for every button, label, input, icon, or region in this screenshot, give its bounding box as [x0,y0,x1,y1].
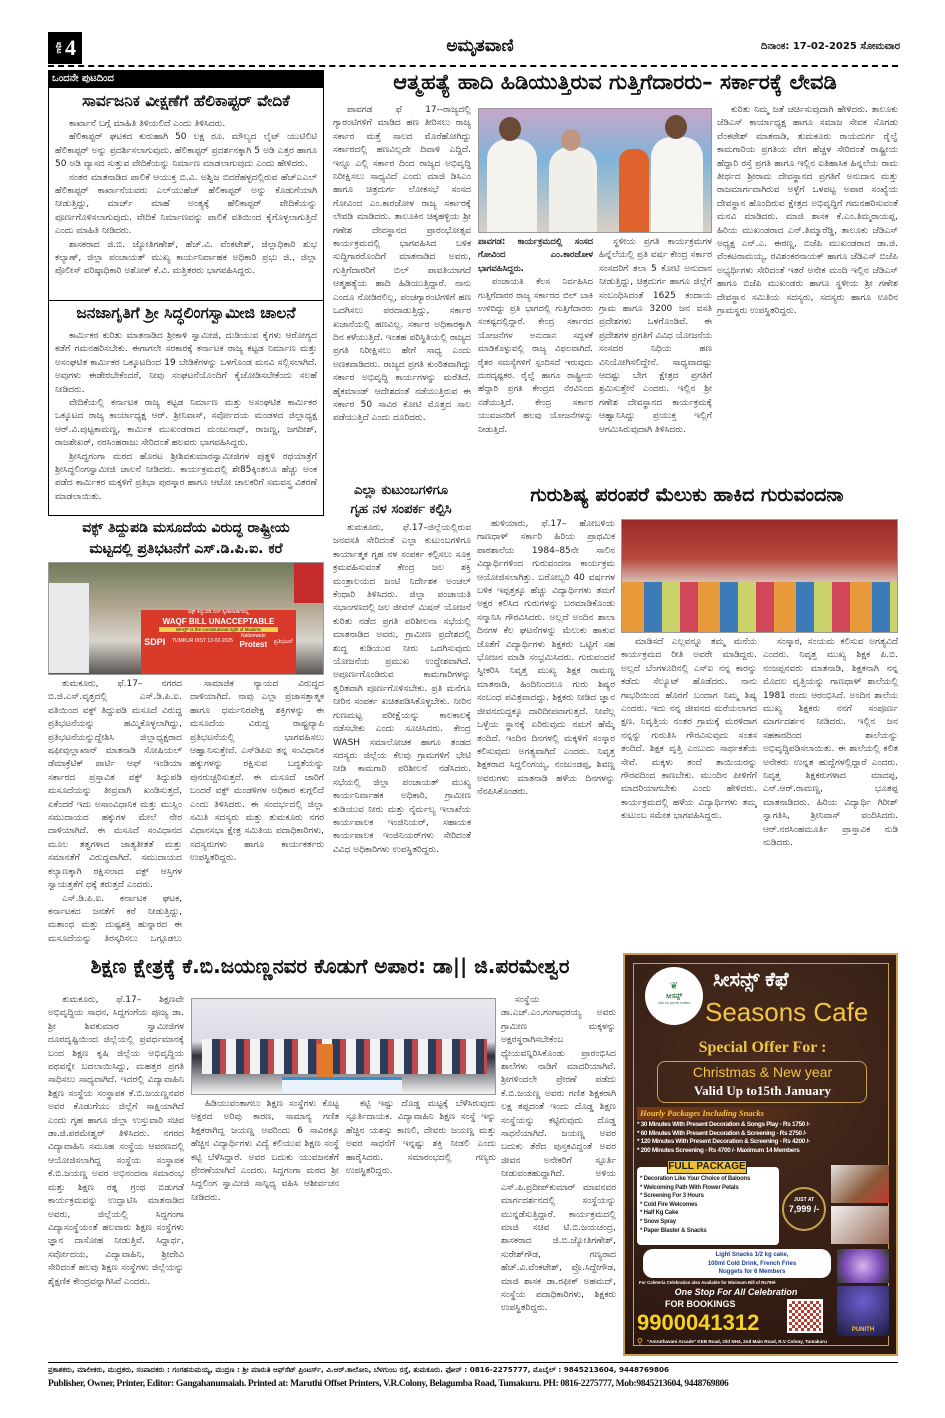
paragraph: ಸ್ಥಳೀಯ ಪ್ರಗತಿ ಕಾರ್ಯಕ್ರಮಗಳ ಹಿನ್ನೆಲೆಯಲ್ಲಿ ಪ್ರತಿ ವರ್ಷ ಕೇಂದ್ರ ಸರ್ಕಾರ ಸಂಸದರಿಗೆ ತಲಾ 5 ಕೋಟಿ ಅನುದಾನ ನೀಡುತ್ತಿದ್ದು, ಚಿತ್ರದುರ್ಗ ಹಾಗೂ ಜಿಲ್ಲೆಗೆ ಸಂಬಂಧಿಸಿದಂತೆ 1625 ಕಂದಾಯ ಗ್ರಾಮ ಹಾಗೂ 3200 ಜನ ವಸತಿ ಪ್ರದೇಶಗಳು ಒಳಗೊಂಡಿವೆ. ಈ ಪ್ರದೇಶಗಳ ಪ್ರಗತಿಗೆ ವಿವಿಧ ಯೋಜನೆಯ ಸಂಸದರ ನಿಧಿಯ ಹಣ ವಿನಿಯೋಗಿಸಲಿದ್ದೇನೆ. ಸಾಧ್ಯವಾದಷ್ಟು ಆದಷ್ಟು ಬೇಗ ಕ್ಷೇತ್ರದ ಪ್ರಗತಿಗೆ ಶ್ರಮಿಸುತ್ತೇನೆ ಎಂದರು. ಇಲ್ಲಿನ ಶ್ರೀ ಗಣೇಶ ದೇವಸ್ಥಾನದ ಕಾರ್ಯಕ್ರಮಕ್ಕೆ ಆಹ್ವಾನಿಸಿದ್ದು ಪ್ರಯುಕ್ತ ಇಲ್ಲಿಗೆ ಆಗಮಿಸಿರುವುದಾಗಿ ತಿಳಿಸಿದರು. [599,237,712,435]
paragraph: ಕಾರ್ಖಾನೆ ಬಗ್ಗೆ ಮಾಹಿತಿ ತಿಳಿಯಲಿದೆ ಎಂದು ತಿಳಿಸಿದರು. [69,119,226,129]
paragraph: ಕುರಿತು ನಿಮ್ಮ ಜತೆ ಚರ್ಚಿಸುವುದಾಗಿ ಹೇಳಿದರು. ತಾಲೂಕು ಜೆಡಿಎಸ್ ಕಾರ್ಯಾಧ್ಯಕ್ಷ ಹಾಗೂ ಸಮಾಜ ಸೇವಕ ಸೊಗಡು ವೆಂಕಟೇಶ್ ಮಾತನಾಡಿ, ತುಮಕೂರು ರಾಯದುರ್ಗ ರೈಲ್ವೆ ಕಾಮಗಾರಿಯ ಪ್ರಗತಿಯ ವೇಗ ಹೆಚ್ಚಳ ಸೇರಿದಂತೆ ರಾಷ್ಟ್ರೀಯ ಹೆದ್ದಾರಿ ರಸ್ತೆ ಪ್ರಗತಿ ಹಾಗೂ ಇಲ್ಲಿನ ಐತಿಹಾಸಿಕ ಹಿನ್ನಲೆಯ ರಾಮ ತೀರ್ಥದ ಶ್ರೀರಾಮ ದೇವಸ್ಥಾನದ ಪ್ರಗತಿಗೆ ಅನುದಾನ ಮತ್ತು ರಾಜಮಾರ್ಗವಾಗಿರುವ ಅಳ್ಳೆಗೆ ಒಳಪಟ್ಟ ಅಪಾರ ಸಂಖ್ಯೆಯ ದೇವಸ್ಥಾನ ಹೊಂದಿರುವ ಕ್ಷೇತ್ರದ ಅಭಿವೃದ್ಧಿಗೆ ಗಮನಹರಿಸುವಂತೆ ಮನವಿ ಮಾಡಿದರು. ಮಾಜಿ ಶಾಸಕ ಕೆ.ಎಂ.ತಿಮ್ಮರಾಯಪ್ಪ, ಹಿರಿಯ ಮುಖಂಡರಾದ ಎನ್.ತಿಮ್ಮಾರೆಡ್ಡಿ, ತಾಲೂಕು ಜೆಡಿಎಸ್ ಅಧ್ಯಕ್ಷ ಎನ್.ಎ. ಈರಣ್ಣ, ಬಿಜೆಪಿ ಮುಖಂಡರಾದ ಡಾ.ಜಿ. ವೆಂಕಟರಾಮಯ್ಯ, ರವಿಶಂಕರನಾಯಕ್ ಹಾಗೂ ಜೆಡಿಎಸ್ ಬಿಜೆಪಿ ಅಭ್ಯರ್ಥಿಗಳು ಸೇರಿದಂತೆ ಇತರೆ ಅನೇಕ ಮಂದಿ ಇಲ್ಲಿನ ಜೆಡಿಎಸ್ ಹಾಗೂ ಬಿಜೆಪಿ ಮುಖಂಡರು ಹಾಗೂ ಸ್ಥಳೀಯ ಶ್ರೀ ಗಣೇಶ ದೇವಸ್ಥಾನ ಸಮಿತಿಯ ಸದಸ್ಯರು, ಸದಸ್ಯರು ಹಾಗೂ ಊರಿನ ಗ್ರಾಮಸ್ಥರು ಉಪಸ್ಥಿತರಿದ್ದರು. [717,105,898,317]
full-package-item: * Welcoming Path With Flower Petals [640,1184,739,1191]
paragraph: ಮಾಡಿಸದೆ ಎಲ್ಲವನ್ನೂ ತಮ್ಮ ಮನೆಯ ಕಾರ್ಯಕ್ರಮದ ರೀತಿ ಅವರೇ ಮಾಡಿದ್ದರು. ಅಲ್ಲದೆ ಬೆಂಗಳೂರಿನಲ್ಲಿ ಎಸ್‌ಐ ನನ್ನ ಕಾರನ್ನು ಕಡೆದು ಸೆಲ್ಯೂಟ್ ಹೊಡೆದರು. ನಾನು ಗಾಭರಿಯಿಂದ ಹೊರಗೆ ಬಂದಾಗ ನಿಮ್ಮ ಶಿಷ್ಯ ಎಂದರು. ಇದು ನನ್ನ ಜೀವನದ ಮರೆಯಲಾಗದ ಕ್ಷಣ. ನಿವೃತ್ತಿಯ ನಂತರ ಗ್ರಾಮಕ್ಕೆ ಮರಳಿದಾಗ ನನ್ನನ್ನು ಗುರುತಿಸಿ ಗೌರವಿಸುವುದು ಸಂತಸ ತಂದಿದೆ. ಶಿಕ್ಷಕ ವೃತ್ತಿ ಎಂಬುದು ಸಾರ್ಥಕತೆಯ ಸೇವೆ. ಮಕ್ಕಳು ತಂದೆ ತಾಯಿಯರನ್ನು ಗೌರವದಿಂದ ಕಾಣಬೇಕು. ಮುಂದಿನ ಪೀಳಿಗೆಗೆ ಮಾದರಿಯಾಗಬೇಕು ಎಂದು ಹೇಳಿದರು. ಕಾರ್ಯಕ್ರಮದಲ್ಲಿ ಹಳೆಯ ವಿದ್ಯಾರ್ಥಿಗಳು ತಮ್ಮ ಕುಟುಂಬ ಸಮೇತ ಭಾಗವಹಿಸಿದ್ದರು. [621,637,757,822]
education-col2 [191,1098,339,1356]
waqf-col2 [190,678,324,946]
divider [48,300,324,301]
paragraph: ಹಿಡಿಯುವಂತಾಗಲು ಶಿಕ್ಷಣ ಸಂಸ್ಥೆಗಳು ಕೊಟ್ಟ ಅಕ್ಷರದ ಅರಿವು ಕಾರಣ, ಸಾಮಾನ್ಯ ಗಣಿತ ಶಿಕ್ಷಕರಾಗಿದ್ದ ಜಯಣ್ಣ ಅವರಿಂದು 6 ಸಾವಿರಕ್ಕೂ ಹೆಚ್ಚಿನ ವಿದ್ಯಾರ್ಥಿಗಳು ವಿದ್ಯೆ ಕಲಿಯುವ ಶಿಕ್ಷಣ ಸಂಸ್ಥೆ ಕಟ್ಟಿ ಬೆಳೆಸಿದ್ದಾರೆ. ಅವರ ಬದುಕು ಯುವಜನತೆಗೆ ಪ್ರೇರಣೆಯಾಗಿದೆ ಎಂದರು. ಸಿದ್ದಗಂಗಾ ಮಠದ ಶ್ರೀ ಸಿದ್ದಲಿಂಗ ಸ್ವಾಮೀಜಿ ಸಾನ್ನಿಧ್ಯ ವಹಿಸಿ ಆಶೀರ್ವಚನ ನೀಡಿದರು. [191,1099,339,1203]
water-headline-line1: ಎಲ್ಲಾ ಕುಟುಂಬಗಳಿಗೂ [353,483,449,498]
validity-text: Valid Up to15th January [693,1083,832,1098]
logo-text: ಸೀಸನ್ಸ್ [665,992,683,1000]
tree-icon: ❦ [669,981,679,992]
education-event-photo [191,998,496,1095]
paragraph: ತುಮಕೂರು, ಫೆ.17–ಜಿಲ್ಲೆಯಲ್ಲಿರುವ ಜನವಸತಿ ಸೇರಿದಂತೆ ಎಲ್ಲಾ ಕುಟುಂಬಗಳಿಗೂ ಕಾರ್ಯಾತ್ಮಕ ಗೃಹ ನಳ ಸಂಪರ್ಕ ಕಲ್ಪಿಸಲು ಸೂಕ್ತ ಕ್ರಮವಹಿಸುವಂತೆ ಕೇಂದ್ರ ಜಲ ಶಕ್ತಿ ಮಂತ್ರಾಲಯದ ಜಂಟಿ ನಿರ್ದೇಶಕ ಅಂಚಲ್ ಕೆಂಧಾರಿ ತಿಳಿಸಿದರು. ಜಿಲ್ಲಾ ಪಂಚಾಯತಿ ಸಭಾಂಗಣದಲ್ಲಿ ಜಲ ಜೀವನ್ ಮಿಷನ್ ಯೋಜನೆ ಕುರಿತು ನಡೆದ ಪ್ರಗತಿ ಪರಿಶೀಲನಾ ಸಭೆಯಲ್ಲಿ ಮಾತನಾಡಿದ ಅವರು, ಗ್ರಾಮೀಣ ಪ್ರದೇಶದಲ್ಲಿ ಶುದ್ಧ ಕುಡಿಯುವ ನೀರು ಒದಗಿಸುವುದು ಯೋಜನೆಯ ಪ್ರಮುಖ ಉದ್ದೇಶವಾಗಿದೆ. ಅಪೂರ್ಣಗೊಂಡಿರುವ ಕಾಮಗಾರಿಗಳನ್ನು ತ್ವರಿತವಾಗಿ ಪೂರ್ಣಗೊಳಿಸಬೇಕು. ಪ್ರತಿ ಮನೆಗೂ ನೀರಿನ ಸಂಪರ್ಕ ಖಚಿತಪಡಿಸಿಕೊಳ್ಳಬೇಕು. ನೀರಿನ ಗುಣಮಟ್ಟ ಪರೀಕ್ಷೆಯನ್ನು ಕಾಲಕಾಲಕ್ಕೆ ನಡೆಸಬೇಕು ಎಂದು ಸೂಚಿಸಿದರು. ಕೇಂದ್ರ WASH ಸಮಾಲೋಚಕ ಹಾಗೂ ತಂಡದ ಸದಸ್ಯರು ಜಿಲ್ಲೆಯ ಕೆಲವು ಗ್ರಾಮಗಳಿಗೆ ಭೇಟಿ ನೀಡಿ ಕಾಮಗಾರಿ ಪರಿಶೀಲನೆ ನಡೆಸಿದರು. ಸಭೆಯಲ್ಲಿ ಜಿಲ್ಲಾ ಪಂಚಾಯತ್ ಮುಖ್ಯ ಕಾರ್ಯನಿರ್ವಾಹಕ ಅಧಿಕಾರಿ, ಗ್ರಾಮೀಣ ಕುಡಿಯುವ ನೀರು ಮತ್ತು ನೈರ್ಮಲ್ಯ ಇಲಾಖೆಯ ಕಾರ್ಯಪಾಲಕ ಇಂಜಿನಿಯರ್, ಸಹಾಯಕ ಕಾರ್ಯಪಾಲಕ ಇಂಜಿನಿಯರ್‌ಗಳು ಸೇರಿದಂತೆ ವಿವಿಧ ಅಧಿಕಾರಿಗಳು ಉಪಸ್ಥಿತರಿದ್ದರು. [333,523,471,855]
full-package-item: * Half Kg Cake [640,1210,679,1217]
paragraph: ಹೆಲಿಕಾಪ್ಟರ್ ಘಟಕದ ಕುರುಹಾಗಿ 50 ಲಕ್ಷ ರೂ. ಮೌಲ್ಯದ ಲೈಟ್ ಯುಟಿಲಿಟಿ ಹೆಲಿಕಾಪ್ಟರ್ ಅನ್ನು ಪ್ರದರ್ಶಿಸಲಾಗುವುದು. ಹೆಲಿಕಾಪ್ಟರ್ ಪ್ರದರ್ಶನಕ್ಕಾಗಿ 5 ಅಡಿ ಎತ್ತರ ಹಾಗೂ 50 ಅಡಿ ವ್ಯಾಸದ ಸುತ್ತುವ ವೇದಿಕೆಯನ್ನು ನಿರ್ಮಾಣ ಮಾಡಲಾಗುವುದು ಎಂದು ಹೇಳಿದರು. [55,132,317,170]
banner-protest: Protest [239,640,268,650]
guru-col2 [621,636,757,946]
contractors-headline: ಆತ್ಮಹತ್ಯೆ ಹಾದಿ ಹಿಡಿಯುತ್ತಿರುವ ಗುತ್ತಿಗೆದಾರರು– ಸರ್ಕಾರಕ್ಕೆ ಲೇವಡಿ [393,70,837,94]
cafe-logo [645,967,703,1025]
guru-headline: ಗುರುಶಿಷ್ಯ ಪರಂಪರೆ ಮೆಲುಕು ಹಾಕಿದ ಗುರುವಂದನಾ [530,484,844,506]
page-label: ಪುಟ [55,42,64,54]
hourly-package-list [637,1121,889,1155]
paragraph: ಸಂಸ್ಥೆಯ ಡಾ.ಎಚ್.ಎಂ.ಗಂಗಾಧರಯ್ಯ ಅವರು ಗ್ರಾಮೀಣ ಮಕ್ಕಳನ್ನು ಅಕ್ಷರಸ್ಥರಾಗಿಸಬೇಕೆಂಬ ಧ್ಯೇಯವನ್ನಿರಿಸಿಕೊಂಡು ಪ್ರಾರಂಭಿಸಿದ ಶಾಲೆಗಳು ನಾಡಿಗೆ ಮಾದರಿಯಾಗಿವೆ. ಶ್ರೀಗಳಿಂದಲೇ ಪ್ರೇರಣೆ ಪಡೆದು ಕೆ.ಬಿ.ಜಯಣ್ಣ ಅವರು ಗಣಿತ ಶಿಕ್ಷಕರಾಗಿ ಲಕ್ಷ ತಪ್ಪದಂತೆ ಇಂದು ದೊಡ್ಡ ಶಿಕ್ಷಣ ಸಂಸ್ಥೆಯನ್ನು ಕಟ್ಟಿರುವುದು ದೊಡ್ಡ ಸಾಧನೆಯಾಗಿದೆ. ಜಯಣ್ಣ ಅವರ ಬದುಕು ತೆರೆದ ಪುಸ್ತಕವಿದ್ದಂತೆ ಅವರ ಜೀವನ ಅನೇಕರಿಗೆ ಸ್ಫೂರ್ತಿ ನೀಡುವಂತಹುದ್ದಾಗಿದೆ. ಅಳಿಯ ಎಸ್.ಪಿ.ಪ್ರದೀಪ್‌ಕುಮಾರ್ ಮಾವನವರ ಮಾರ್ಗದರ್ಶನದಲ್ಲಿ ಸಂಸ್ಥೆಯನ್ನು ಮುನ್ನಡೆಸುತ್ತಿದ್ದಾರೆ. ಕಾರ್ಯಕ್ರಮದಲ್ಲಿ ಮಾಜಿ ಸಚಿವ ಟಿ.ಬಿ.ಜಯಚಂದ್ರ, ಶಾಸಕರಾದ ಜಿ.ಬಿ.ಜ್ಯೋತಿಗಣೇಶ್, ಸುರೇಶ್‌ಗೌಡ, ಗಣ್ಯರಾದ ಹೆಚ್.ವಿ.ವೆಂಕಟೇಶ್, ಪ್ರೊ.ಸಿದ್ದೇಗೌಡ, ಮಾಜಿ ಶಾಸಕ ಡಾ.ರಫೀಕ್ ಅಹಮದ್, ಸಂಸ್ಥೆಯ ಪದಾಧಿಕಾರಿಗಳು, ಶಿಕ್ಷಕರು ಉಪಸ್ಥಿತರಿದ್ದರು. [501,995,616,1314]
water-headline-line2: ಗೃಹ ನಳ ಸಂಪರ್ಕ ಕಲ್ಪಿಸಿ [350,502,452,517]
venue-photo-3 [837,1249,889,1283]
paragraph: ಪಂಚಾಯತಿ ಕೆಲಸ ನಿರ್ವಹಿಸಿದ ಗುತ್ತಿಗೆದಾರರ ರಾಜ್ಯ ಸರ್ಕಾರದ ಬಿಲ್ ಬಾಕಿ ಉಳಿದಿದ್ದು ಪ್ರತಿ ಭಾಗದಲ್ಲಿ ಗುತ್ತಿಗೆದಾರರು ಸಂಕಷ್ಟದಲ್ಲಿದ್ದಾರೆ. ಕೇಂದ್ರ ಸರ್ಕಾರದ ಯೋಜನೆಗಳ ಅನುದಾನ ಸದ್ಬಳಕೆ ಮಾಡಿಕೊಳ್ಳುವಲ್ಲಿ ರಾಜ್ಯ ವಿಫಲವಾಗಿದೆ. ರೈತರ ಸಮಸ್ಯೆಗಳಿಗೆ ಸ್ಪಂದಿಸದೆ ಇರುವುದು ದುರದೃಷ್ಟಕರ. ರೈಲ್ವೆ ಹಾಗೂ ರಾಷ್ಟ್ರೀಯ ಹೆದ್ದಾರಿ ಪ್ರಗತಿ ಕೇಂದ್ರದ ನೆರವಿನಿಂದ ನಡೆಯುತ್ತಿದೆ. ಕೇಂದ್ರ ಸರ್ಕಾರ ಯುವಜನರಿಗೆ ಹಲವು ಯೋಜನೆಗಳನ್ನು ನೀಡುತ್ತಿದೆ. [478,277,593,435]
snacks-line: Nuggets for 6 Members [718,1269,786,1275]
paragraph: ವೇದಿಕೆಯಲ್ಲಿ ಕರ್ನಾಟಕ ರಾಜ್ಯ ಕಟ್ಟಡ ನಿರ್ಮಾಣ ಮತ್ತು ಅಸಂಘಟಿತ ಕಾರ್ಮಿಕರ ಒಕ್ಕೂಟದ ರಾಜ್ಯ ಕಾರ್ಯಾಧ್ಯಕ್ಷ ಆರ್. ಶ್ರೀನಿವಾಸ್, ಸರ್ವೋದಯ ಮಂಡಳದ ಜಿಲ್ಲಾಧ್ಯಕ್ಷ ಆರ್.ವಿ.ಪುಟ್ಟಕಾಮಣ್ಣ, ಕಾರ್ಮಿಕ ಮುಖಂಡರಾದ ಮಂಜುನಾಥ್, ರಾಜಣ್ಣ, ಜಗದೀಶ್, ರಾಜಶೇಖರ್, ನರಸಿಂಹರಾಜು ಸೇರಿದಂತೆ ಹಲವರು ಭಾಗವಹಿಸಿದ್ದರು. [55,398,317,449]
paragraph: ಕಟ್ಟಿ ಇಷ್ಟು ದೊಡ್ಡ ಮಟ್ಟಕ್ಕೆ ಬೆಳೆಸಿರುವುದು ಸ್ಫೂರ್ತಿದಾಯಕ. ವಿದ್ಯಾವಾಹಿನಿ ಶಿಕ್ಷಣ ಸಂಸ್ಥೆ ಇನ್ನು ಹೆಚ್ಚಿನ ಯಶಸ್ಸು ಕಾಣಲಿ, ದೇವರು ಜಯಣ್ಣ ಮತ್ತು ಅವರ ಸಾಧನೆಗೆ ಇನ್ನಷ್ಟು ಶಕ್ತಿ ನೀಡಲಿ ಎಂದು ಹಾರೈಸಿದರು. ಸಮಾರಂಭದಲ್ಲಿ ಗಣ್ಯರು ಉಪಸ್ಥಿತರಿದ್ದರು. [346,1099,496,1177]
paper-name: ಅಮೃತವಾಣಿ [446,36,514,56]
footer-kannada: ಪ್ರಕಾಶಕರು, ಮಾಲೀಕರು, ಮುದ್ರಕರು, ಸಂಪಾದಕರು : ಗಂಗಹನುಮಯ್ಯ, ಮುದ್ರಣ : ಶ್ರೀ ಮಾರುತಿ ಆಫ್‌ಸೆಟ್ ಪ್ರಿಂಟರ್ಸ್, ವಿ.ಆರ್.ಕಾಲೋನಿ, ಬೆಳಗುಂಬ ರಸ್ತೆ, ತುಮಕೂರು. ಫೋನ್ : 0816-2275777, ಮೊಬೈಲ್ : 9845213604, 9448769806 [48,1365,670,1374]
full-package-box [637,1161,779,1245]
seasons-cafe-advertisement [623,953,898,1356]
booking-phone[interactable]: 9900041312 [637,1310,760,1335]
logo-tagline: Join us you're invited [657,1000,691,1005]
package-price: 7,999 /- [788,1203,820,1214]
water-body [333,522,471,946]
photo-caption: ಪಾವಗಡ: ಕಾರ್ಯಕ್ರಮದಲ್ಲಿ ಸಂಸದ ಗೋವಿಂದ ಎಂ.ಕಾರಜೋಳ ಭಾಗವಹಿಸಿದ್ದರು. [478,237,593,274]
location-pin-icon: ⚲ [637,1337,643,1346]
paragraph: ಸಾಮಾಜಿಕ ನ್ಯಾಯದ ವಿರುದ್ಧದ ದಾಳಿಯಾಗಿದೆ. ನಾವು ಎಲ್ಲಾ ಪ್ರಜಾಸತ್ತಾತ್ಮಕ ಹಾಗೂ ಧರ್ಮನಿರಪೇಕ್ಷ ಶಕ್ತಿಗಳನ್ನು ಈ ಮಸೂದೆಯ ವಿರುದ್ಧ ರಾಷ್ಟ್ರವ್ಯಾಪಿ ಪ್ರತಿಭಟನೆಯಲ್ಲಿ ಭಾಗವಹಿಸಲು ಆಹ್ವಾನಿಸುತ್ತೇವೆ. ಎಸ್‌ಡಿಪಿಐ ತನ್ನ ಸಂವಿಧಾನಿಕ ಹಕ್ಕುಗಳನ್ನು ರಕ್ಷಿಸುವ ಬದ್ಧತೆಯನ್ನು ಪುನರುಚ್ಚರಿಸುತ್ತದೆ. ಈ ಮಸೂದೆ ಜಾರಿಗೆ ಬಂದರೆ ವಕ್ಫ್ ಮಂಡಳಿಗಳ ಅಧಿಕಾರ ಕುಗ್ಗಲಿದೆ ಎಂದು ತಿಳಿಸಿದರು. ಈ ಸಂದರ್ಭದಲ್ಲಿ ಜಿಲ್ಲಾ ಸಮಿತಿ ಸದಸ್ಯರು ಮತ್ತು ತುಮಕೂರು ನಗರ ವಿಧಾನಸಭಾ ಕ್ಷೇತ್ರ ಸಮಿತಿಯ ಪದಾಧಿಕಾರಿಗಳು, ಸದಸ್ಯರುಗಳು ಹಾಗೂ ಕಾರ್ಯಕರ್ತರು ಉಪಸ್ಥಿತರಿದ್ದರು. [190,679,324,864]
punith-label: PUNITH [851,1327,875,1333]
snacks-line: 100ml Cold Drink, French Fries [707,1260,797,1267]
banner-party: SDPI [144,636,166,647]
continued-label: ಒಂದನೇ ಪುಟದಿಂದ [48,70,324,88]
waqf-headline-line2: ಮಟ್ಟದಲ್ಲಿ ಪ್ರತಿಭಟನೆಗೆ ಎಸ್.ಡಿ.ಪಿ.ಐ. ಕರೆ [89,541,283,557]
banner-nationwide: Nationwide [240,633,266,640]
page-number-box [48,32,82,64]
paragraph: ಕಾರ್ಮಿಕರ ಕುರಿತು ಮಾತನಾಡಿದ ಶ್ರೀಕಾಳಿ ಸ್ವಾಮೀಜಿ, ದುಡಿಯುವ ಕೈಗಳು ಆರೋಗ್ಯದ ಕಡೆಗೆ ಗಮನಹರಿಸಬೇಕು. ಈಗಾಗಲೇ ಸರಕಾರಕ್ಕೆ ಕರ್ನಾಟಕ ರಾಜ್ಯ ಕಟ್ಟಡ ನಿರ್ಮಾಣ ಮತ್ತು ಅಸಂಘಟಿತ ಕಾರ್ಮಿಕರ ಒಕ್ಕೂಟದಿಂದ 19 ಬೇಡಿಕೆಗಳನ್ನು ಒಳಗೊಂಡ ಮನವಿ ಸಲ್ಲಿಸಲಾಗಿದೆ. ಅವುಗಳು ಈಡೇರಬೇಕೆಂದರೆ, ನೀವು ಸಂಘಟನೆಯೊಂದಿಗೆ ಕೈಜೋಡಿಸಬೇಕೆಂದು ಸಲಹೆ ನೀಡಿದರು. [55,331,317,395]
contractors-col1 [333,104,471,480]
just-at-label: JUST AT [793,1197,815,1203]
full-package-title: FULL PACKAGE [668,1161,746,1172]
hourly-item: * 120 Minutes With Present Decoration & Screening - Rs 4200 /- [637,1138,810,1146]
helicopter-headline: ಸಾರ್ವಜನಿಕ ವೀಕ್ಷಣೆಗೆ ಹೆಲಿಕಾಪ್ಟರ್ ವೇದಿಕೆ [82,92,290,110]
footer-english: Publisher, Owner, Printer, Editor: Gangahanumaiah. Printed at: Maruthi Offset Printers, V.R.Colony, Belagumba Road, Tumakuru. PH: 0816-2275777, Mob:9845213604, 9448769806 [48,1379,729,1389]
waqf-col1 [48,678,182,946]
contractors-col4 [717,104,898,480]
banner-protest-kn: ಪ್ರತಿಭಟನೆ [273,638,293,645]
venue-photo-2 [831,1206,889,1244]
paragraph: ಪಾವಗಡ ಫೆ 17--ರಾಜ್ಯದಲ್ಲಿ ಗ್ಯಾರಂಟಿಗಳಿಗೆ ಮಾಡಿದ ಹಣ ತೀರಿಸಲು ರಾಜ್ಯ ಸರ್ಕಾರ ಮತ್ತೆ ಸಾಲದ ಮೊರೆಹೋಗಿದ್ದು ಸರ್ಕಾರದಲ್ಲಿ ಹಣವಿಲ್ಲದೇ ದಿವಾಳಿ ಎದ್ದಿದೆ. ಇನ್ನೂ ಎಲ್ಲಿ ಸರ್ಕಾರ ದಿಂದ ರಾಜ್ಯದ ಅಭಿವೃದ್ಧಿ ನಿರೀಕ್ಷಿಸಲು ಸಾಧ್ಯವಿದೆ ಎಂದು ಮಾಜಿ ಡಿಸಿಎಂ ಹಾಗೂ ಚಿತ್ರದುರ್ಗ ಲೋಕಸಭೆ ಸಂಸದ ಗೋವಿಂದ ಎಂ.ಕಾರಜೋಳ ರಾಜ್ಯ ಸರ್ಕಾರಕ್ಕೆ ಲೇವಡಿ ಮಾಡಿದರು. ತಾಲೂಕಿನ ಚಿಕ್ಕಹಳ್ಳಿಯ ಶ್ರೀ ಗಣೇಶ ದೇವಸ್ಥಾನದ ಪ್ರಾರಂಭೋತ್ಸವ ಕಾರ್ಯಕ್ರಮದಲ್ಲಿ ಭಾಗವಹಿಸಿದ ಬಳಿಕ ಸುದ್ದಿಗಾರರೊಂದಿಗೆ ಮಾತನಾಡಿದ ಅವರು, ಗುತ್ತಿಗೆದಾರರಿಗೆ ಬಿಲ್ ಪಾವತಿಯಾಗದೆ ಆತ್ಮಹತ್ಯೆಯ ಹಾದಿ ಹಿಡಿಯುತ್ತಿದ್ದಾರೆ. ನಾನು ಎಂದೂ ನೋಡಿರಲಿಲ್ಲ, ಪಂಚಗ್ಯಾರಂಟಿಗಳಿಗೆ ಹಣ ಒದಗಿಸಲು ಪರದಾಡುತ್ತಿದ್ದು, ಸರ್ಕಾರ ಖಜಾನೆಯಲ್ಲಿ ಹಣವಿಲ್ಲ. ಸರ್ಕಾರ ಅಧಿಕಾರಕ್ಕಾಗಿ ದಿನ ಕಳೆಯುತ್ತಿದೆ. ಇಂತಹ ಪರಿಸ್ಥಿತಿಯಲ್ಲಿ ರಾಜ್ಯದ ಪ್ರಗತಿ ನಿರೀಕ್ಷಿಸಲು ಹೇಗೆ ಸಾಧ್ಯ ಎಂದು ಅಣಕವಾಡಿದರು. ರಾಜ್ಯದ ಪ್ರಗತಿ ಕುಂಠಿತವಾಗಿದ್ದು ಸರ್ಕಾರ ಅಭಿವೃದ್ಧಿ ಕಾರ್ಯಗಳನ್ನು ಮರೆತಿದೆ. ಹೈಕಮಾಂಡ್ ಆದೇಶದಂತೆ ನಡೆಯುತ್ತಿರುವ ಈ ಸರ್ಕಾರ 50 ಸಾವಿರ ಕೋಟಿ ಮೊತ್ತದ ಸಾಲ ಪಡೆಯುತ್ತಿದೆ ಎಂದು ದೂರಿದರು. [333,105,471,424]
paragraph: ಸಂಸ್ಕಾರ, ಸಂಯಮ ಕಲಿಸುವ ಅಗತ್ಯವಿದೆ ಎಂದರು. ನಿವೃತ್ತ ಮುಖ್ಯ ಶಿಕ್ಷಕ ಪಿ.ಬಿ. ನಂಜಪ್ಪನವರು ಮಾತನಾಡಿ, ಶಿಕ್ಷಕನಾಗಿ ನನ್ನ ಮೊದಲ ವೃತ್ತಿಯನ್ನು ಗಾಣಧಾಳ್ ಶಾಲೆಯಲ್ಲಿ 1981 ರಂದು ಆರಂಭಿಸಿದೆ. ಅಂದಿನ ಶಾಲೆಯ ಮುಖ್ಯ ಶಿಕ್ಷಕರು ನನಗೆ ಸಂಪೂರ್ಣ ಮಾರ್ಗದರ್ಶನ ನೀಡಿದರು. ಇಲ್ಲಿನ ಜನ ಸಹಕಾರದಿಂದ ಶಾಲೆಯನ್ನು ಅಭಿವೃದ್ಧಿಪಡಿಸಲಾಯಿತು. ಈ ಶಾಲೆಯಲ್ಲಿ ಕಲಿತ ಅನೇಕರು ಉನ್ನತ ಹುದ್ದೆಗಳಲ್ಲಿದ್ದಾರೆ ಎಂದರು. ನಿವೃತ್ತ ಶಿಕ್ಷಕರುಗಳಾದ ಮಾದಪ್ಪ, ಎನ್.ಆರ್.ರಾಮಣ್ಣ, ಭೂತಪ್ಪ ಮಾತನಾಡಿದರು. ಹಿರಿಯ ವಿದ್ಯಾರ್ಥಿ ಗಿರೀಶ್ ಸ್ವಾಗತಿಸಿ, ಶ್ರೀನಿವಾಸ್ ವಂದಿಸಿದರು. ಆರ್.ನರಸಿಂಹಮೂರ್ತಿ ಪ್ರಾಸ್ತಾವಿಕ ನುಡಿ ನುಡಿದರು. [763,637,898,849]
banner-district: TUMKUR DIST [171,638,206,645]
occasion-text: Christmas & New year [692,1064,833,1080]
cafe-name-kannada: ಸೀಸನ್ಸ್ ಕೆಫೆ [713,969,789,991]
paragraph: ಶ್ರೀಸಿದ್ಧಗಂಗಾ ಮಠದ ಹೊರಟ ಶ್ರೀಶಿವಕುಮಾರಸ್ವಾಮೀಜಿಗಳ ಪುತ್ಥಳಿ ರಥಯಾತ್ರೆಗೆ ಶ್ರೀಸಿದ್ಧಲಿಂಗಸ್ವಾಮೀಜಿ ಚಾಲನೆ ನೀಡಿದರು. ಕಾರ್ಯಕ್ರಮದಲ್ಲಿ ಶೇ85ಕ್ಕಿಂತಲೂ ಹೆಚ್ಚು ಅಂಕ ಪಡೆದ ಕಾರ್ಮಿಕರ ಮಕ್ಕಳಿಗೆ ಪ್ರತಿಭಾ ಪುರಸ್ಕಾರ ಹಾಗೂ ಆಟೋ ಚಾಲಕರಿಗೆ ಸಮವಸ್ತ್ರ ವಿತರಣೆ ಮಾಡಲಾಯಿತು. [55,451,317,502]
masthead-divider [48,65,898,67]
snacks-box [643,1249,831,1278]
offer-title: Special Offer For : [698,1039,827,1056]
banner-date: 13-02-2025 [207,638,233,645]
full-package-item: * Screening For 3 Hours [640,1193,704,1200]
ad-tagline: One Stop For All Celebration [674,1287,798,1297]
contractors-col3 [599,236,712,480]
full-package-item: * Decoration Like Your Choice of Baloons [640,1176,751,1182]
date-line: ದಿನಾಂಕ: 17-02-2025 ಸೋಮವಾರ [760,41,900,52]
page-number: 4 [65,35,76,60]
price-badge [782,1187,826,1231]
paragraph: ತುಮಕೂರು, ಫೆ.17– ನಗರದ ಬಿ.ಜಿ.ಎಸ್.ವೃತ್ತದಲ್ಲಿ ಎಸ್.ಡಿ.ಪಿ.ಐ. ವತಿಯಿಂದ ವಕ್ಫ್ ತಿದ್ದುಪಡಿ ಮಸೂದೆ ವಿರುದ್ಧ ಪ್ರತಿಭಟನೆಯನ್ನು ಹಮ್ಮಿಕೊಳ್ಳಲಾಗಿದ್ದು, ಪ್ರತಿಭಟನೆಯನ್ನುದ್ದೇಶಿಸಿ ಜಿಲ್ಲಾಧ್ಯಕ್ಷರಾದ ಷಫೀವುಲ್ಲಾಖಾನ್ ಮಾತನಾಡಿ ಸೋಷಿಯಲ್ ಡೆಮಾಕ್ರೆಟಿಕ್ ಪಾರ್ಟಿ ಆಫ್ ಇಂಡಿಯಾ ಸರ್ಕಾರದ ಪ್ರಸ್ತಾವಿತ ವಕ್ಫ್ ತಿದ್ದುಪಡಿ ಮಸೂದೆಯನ್ನು ತೀವ್ರವಾಗಿ ಖಂಡಿಸುತ್ತದೆ, ಏಕೆಂದರೆ ಇದು ಅಸಾಂವಿಧಾನಿಕ ಮತ್ತು ಮುಸ್ಲಿಂ ಸಮುದಾಯದ ಹಕ್ಕುಗಳ ಮೇಲೆ ನೇರ ದಾಳಿಯಾಗಿದೆ. ಈ ಮಸೂದೆ ಸಂವಿಧಾನದ ಮೂಲ ತತ್ವಗಳಾದ ಜಾತ್ಯತೀತತೆ ಮತ್ತು ಸಮಾನತೆಗೆ ವಿರುದ್ಧವಾಗಿದೆ. ಸಮುದಾಯದ ಕಲ್ಯಾಣಕ್ಕಾಗಿ ರಕ್ಷಿಸಲಾದ ವಕ್ಫ್ ಆಸ್ತಿಗಳ ಸ್ವಾಯತ್ತತೆಗೆ ಧಕ್ಕೆ ತರುತ್ತದೆ ಎಂದರು. [48,679,182,891]
education-col4 [501,994,616,1356]
cafe-address: "Amruthavani Arcade" KEB Road, Old NH4, 2nd Main Road, R.V Colony, Tumakuru [647,1339,827,1344]
education-col1 [48,994,184,1356]
guru-group-photo [621,519,898,633]
waqf-headline-line1: ವಕ್ಫ್ ತಿದ್ದುಪಡಿ ಮಸೂದೆಯ ವಿರುದ್ಧ ರಾಷ್ಟ್ರೀಯ [82,520,290,536]
footer-divider [48,1362,898,1363]
janajagruthi-headline: ಜನಜಾಗೃತಿಗೆ ಶ್ರೀ ಸಿದ್ಧಲಿಂಗಸ್ವಾಮೀಜಿ ಚಾಲನೆ [76,304,296,322]
waqf-protest-photo [48,562,324,675]
hourly-item: * 200 Minutes Screening - Rs 4700 /- Maximum 14 Members [637,1146,800,1154]
full-package-item: * Snow Spray [640,1218,676,1225]
paragraph: ನಂತರ ಮಾತನಾಡಿದ ಪಾಲಿಕೆ ಆಯುಕ್ತ ಬಿ.ವಿ. ಅಶ್ವಿಜ ಬಿದರೆಹಳ್ಳದಲ್ಲಿರುವ ಹೆಚ್‌ಎಎಲ್ ಹೆಲಿಕಾಪ್ಟರ್ ಕಾರ್ಖಾನೆಯವರು ಎಲ್‌ಯುಹೆಚ್ ಹೆಲಿಕಾಪ್ಟರ್ ಅನ್ನು ಕೊಡುಗೆಯಾಗಿ ನೀಡುತ್ತಿದ್ದು, ಮಾರ್ಚ್ ಮಾಹೆ ಅಂತ್ಯಕ್ಕೆ ಹೆಲಿಕಾಪ್ಟರ್ ವೇದಿಕೆಯನ್ನು ಪೂರ್ಣಗೊಳಿಸಲಾಗುವುದು. ವೇದಿಕೆ ನಿರ್ಮಾಣವನ್ನು ಪಾಲಿಕೆ ವತಿಯಿಂದ ಕೈಗೊಳ್ಳಲಾಗುತ್ತಿದೆ ಎಂದು ಮಾಹಿತಿ ನೀಡಿದರು. [55,172,317,237]
banner-kannada: ವಕ್ಫ್ ತಿದ್ದುಪಡಿ ಬಿಲ್ ಸ್ವೀಕಾರಾರ್ಹವಲ್ಲ [188,610,249,615]
guru-col1 [477,518,615,946]
paragraph: ಹುಳಿಯಾರು, ಫೆ.17– ಹೋಬಳಿಯ ಗಾಣಧಾಳ್ ಸರ್ಕಾರಿ ಹಿರಿಯ ಪ್ರಾಥಮಿಕ ಪಾಠಶಾಲೆಯ 1984–85ನೇ ಸಾಲಿನ ವಿದ್ಯಾರ್ಥಿಗಳಿಂದ ಗುರುವಂದನಾ ಕಾರ್ಯಕ್ರಮ ಆಯೋಜಿಸಲಾಗಿತ್ತು. ಬರೋಬ್ಬರಿ 40 ವರ್ಷಗಳ ಬಳಿಕ ಇಪ್ಪತ್ತಕ್ಕೂ ಹೆಚ್ಚು ವಿದ್ಯಾರ್ಥಿಗಳು ತಮಗೆ ಅಕ್ಷರ ಕಲಿಸಿದ ಗುರುಗಳನ್ನು ಬರಮಾಡಿಕೊಂಡು ಸನ್ಮಾನಿಸಿ ಗೌರವಿಸಿದರು. ಅಲ್ಲದೆ ಅಂದಿನ ಶಾಲಾ ದಿನಗಳ ಕೆಲ ಘಟನೆಗಳನ್ನು ಮೆಲುಕು ಹಾಕುವ ಜೊತೆಗೆ ವಿದ್ಯಾರ್ಥಿಗಳು ಶಿಕ್ಷಕರು ಒಟ್ಟಿಗೆ ಸಹ ಭೋಜನ ಮಾಡಿ ಸಂಭ್ರಮಿಸಿದರು. ಗುರುವಂದನೆ ಸ್ವೀಕರಿಸಿ ನಿವೃತ್ತ ಮುಖ್ಯ ಶಿಕ್ಷಕ ರಾಮಣ್ಣ ಮಾತನಾಡಿ, ಹಿಂದಿನಿಂದಲೂ ಗುರು ಶಿಷ್ಯರ ಸಂಬಂಧ ಪವಿತ್ರವಾದದ್ದು. ಶಿಕ್ಷಕರು ನೀಡಿದ ಜ್ಞಾನ ಜೀವನದುದ್ದಕ್ಕೂ ದಾರಿದೀಪವಾಗುತ್ತದೆ. ನೀವೆಲ್ಲ ಒಳ್ಳೆಯ ಸ್ಥಾನಕ್ಕೆ ಏರಿರುವುದು ನಮಗೆ ಹೆಮ್ಮೆ ತಂದಿದೆ. ಇಂದಿನ ದಿನಗಳಲ್ಲಿ ಮಕ್ಕಳಿಗೆ ಸಂಸ್ಕಾರ ಕಲಿಸುವುದು ಅಗತ್ಯವಾಗಿದೆ ಎಂದರು. ನಿವೃತ್ತ ಶಿಕ್ಷಕರಾದ ಸಿದ್ದಲಿಂಗಯ್ಯ, ನಂಜುಂಡಪ್ಪ, ಶಿವಣ್ಣ ಅವರುಗಳು ಮಾತನಾಡಿ ಹಳೆಯ ದಿನಗಳನ್ನು ನೆನಪಿಸಿಕೊಂಡರು. [477,519,615,798]
banner-title: WAQF BILL UNACCEPTABLE [162,617,275,626]
education-headline: ಶಿಕ್ಷಣ ಕ್ಷೇತ್ರಕ್ಕೆ ಕೆ.ಬಿ.ಜಯಣ್ಣನವರ ಕೊಡುಗೆ ಅಪಾರ: ಡಾ|| ಜಿ.ಪರಮೇಶ್ವರ [90,954,570,978]
qr-code [787,1299,823,1333]
education-col3 [346,1098,496,1356]
venue-photo-1 [831,1165,889,1203]
contractors-col2 [478,236,593,480]
snacks-line: Light Snacks 1/2 kg cake, [715,1252,789,1258]
paragraph: ತುಮಕೂರು, ಫೆ.17– ಶಿಕ್ಷಣವೇ ಅಭಿವೃದ್ಧಿಯ ಸಾಧನ, ಸಿದ್ದಗಂಗೆಯ ಪೂಜ್ಯ ಡಾ. ಶ್ರೀ ಶಿವಕುಮಾರ ಸ್ವಾಮೀಜಿಗಳ ದೂರದೃಷ್ಟಿಯಿಂದ ಜಿಲ್ಲೆಯಲ್ಲಿ ಪ್ರವರ್ಧಮಾನಕ್ಕೆ ಬಂದ ಶಿಕ್ಷಣ ಕೃಷಿ ಜಿಲ್ಲೆಯ ಅಭಿವೃದ್ಧಿಯ ಪಥವನ್ನೇ ಬದಲಾಯಿಸಿದ್ದು, ಮಹತ್ತರ ಪ್ರಗತಿ ಸಾಧಿಸಲು ಸಾಧ್ಯವಾಗಿದೆ. ಇದರಲ್ಲಿ ವಿದ್ಯಾವಾಹಿನಿ ಶಿಕ್ಷಣ ಸಂಸ್ಥೆಯ ಸಂಸ್ಥಾಪಕ ಕೆ.ಬಿ.ಜಯಣ್ಣನವರ ಅವರ ಕೊಡುಗೆಯು ಜಿಲ್ಲೆಗೆ ಸಾಕ್ಷಿಯಾಗಿದೆ ಎಂದು ಗೃಹ ಹಾಗೂ ಜಿಲ್ಲಾ ಉಸ್ತುವಾರಿ ಸಚಿವ ಡಾ.ಜಿ.ಪರಮೇಶ್ವರ್ ತಿಳಿಸಿದರು. ನಗರದ ವಿದ್ಯಾವಾಹಿನಿ ಸಮೂಹ ಸಂಸ್ಥೆಯ ಆವರಣದಲ್ಲಿ ಆಯೋಜಿಸಲಾಗಿದ್ದ ಸಂಸ್ಥೆಯ ಸಂಸ್ಥಾಪಕ ಕೆ.ಬಿ.ಜಯಣ್ಣ ಅವರ ಅಭಿನಂದನಾ ಸಮಾರಂಭ ಮತ್ತು ಶಿಕ್ಷಣ ರತ್ನ ಗ್ರಂಥ ಬಿಡುಗಡೆ ಕಾರ್ಯಕ್ರಮವನ್ನು ಉದ್ಘಾಟಿಸಿ ಮಾತನಾಡಿದ ಅವರು, ಜಿಲ್ಲೆಯಲ್ಲಿ ಸಿದ್ದಗಂಗಾ ವಿದ್ಯಾಸಂಸ್ಥೆಯಂತೆ ಹಲವಾರು ಶಿಕ್ಷಣ ಸಂಸ್ಥೆಗಳು ಜ್ಞಾನ ದಾಸೋಹ ನೀಡುತ್ತಿವೆ. ಸಿದ್ದಾರ್ಥ, ಸರ್ವೋದಯ, ವಿದ್ಯಾವಾಹಿನಿ, ಶ್ರೀದೇವಿ ಸೇರಿದಂತೆ ಹಲವು ಶಿಕ್ಷಣ ಸಂಸ್ಥೆಗಳು ಜಿಲ್ಲೆಯನ್ನು ಶೈಕ್ಷಣಿಕ ಕೇಂದ್ರವನ್ನಾಗಿಸಿವೆ ಎಂದರು. [48,995,184,1287]
helicopter-body [55,118,317,286]
guru-col3 [763,636,898,946]
cafe-name-english: Seasons Cafe [705,997,869,1027]
hourly-item: * 30 Minutes With Present Decoration & Songs Play - Rs 1750 /- [637,1121,810,1128]
bookings-label: FOR BOOKINGS [665,1299,736,1309]
full-package-item: * Cold Fire Welcomes [640,1201,698,1208]
hourly-title: Hourly Packages Including Snacks [637,1107,817,1120]
full-package-item: * Paper Blaster & Snacks [640,1227,707,1234]
contractors-photo [478,108,712,233]
protest-banner [141,610,296,674]
hourly-item: * 60 Minutes With Present Decoration & Screening - Rs 2750 /- [637,1129,807,1137]
paragraph: ಎಸ್.ಡಿ.ಪಿ.ಐ. ಕರ್ನಾಟಕ ಘಟಕ, ಕರ್ನಾಟಕದ ಜನತೆಗೆ ಕರೆ ನೀಡುತ್ತಿದ್ದು, ಮತಾಂಧ ಮತ್ತು ದುಷ್ಟಶಕ್ತಿ ಹುನ್ನಾರದ ಈ ಮಸೂದೆಯನ್ನು ತಿರಸ್ಕರಿಸಲು ಒಗ್ಗೂಡಲು [48,893,182,944]
janajagruthi-body [55,330,317,512]
paragraph: ಶಾಸಕರಾದ ಜಿ.ಬಿ. ಜ್ಯೋತಿಗಣೇಶ್, ಹೆಚ್.ವಿ. ವೆಂಕಟೇಶ್, ಜಿಲ್ಲಾಧಿಕಾರಿ ಶುಭ ಕಲ್ಯಾಣ್, ಜಿಲ್ಲಾ ಪಂಚಾಯತ್ ಮುಖ್ಯ ಕಾರ್ಯನಿರ್ವಾಹಕ ಅಧಿಕಾರಿ ಪ್ರಭು ಜಿ., ಜಿಲ್ಲಾ ಪೊಲೀಸ್ ವರಿಷ್ಠಾಧಿಕಾರಿ ಅಶೋಕ್ ಕೆ.ವಿ. ಮತ್ತಿತರರು ಭಾಗವಹಿಸಿದ್ದರು. [55,239,317,277]
cafeteria-note: For Cafeteria Celebration also Available for Minimum Bill of Rs799/- [639,1280,777,1285]
banner-subtitle: WAQF is the constitutional right of Muslims [159,627,278,632]
